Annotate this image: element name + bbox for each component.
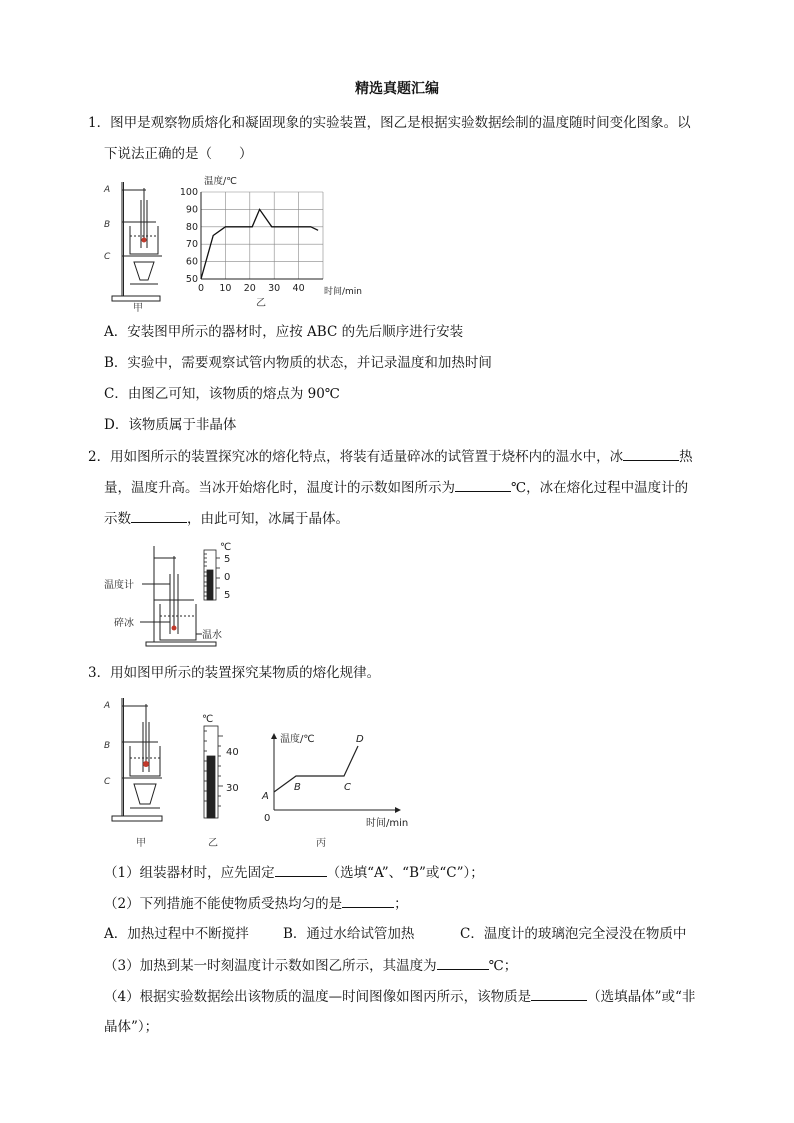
q3-part4-cont: 晶体”）； xyxy=(104,1019,159,1035)
q3-part4-end: （选填晶体”或“非 xyxy=(587,989,696,1005)
q3-graph-point-b: B xyxy=(294,782,301,793)
q3-fig-label-bing: 丙 xyxy=(316,838,326,849)
chart-x-tick-label: 40 xyxy=(292,283,305,294)
q3-part4-text: （4）根据实验数据绘出该物质的温度—时间图像如图丙所示，该物质是 xyxy=(104,989,532,1005)
q2-line3-text: 示数 xyxy=(104,511,131,527)
q3-part2-option-a[interactable]: A．加热过程中不断搅拌 xyxy=(104,926,249,942)
q3-graph-point-c: C xyxy=(344,782,351,793)
q3-part1 xyxy=(104,862,484,883)
q1-label-jia: 甲 xyxy=(133,303,143,314)
q3-blank-1[interactable] xyxy=(275,862,327,877)
q1-label-c: C xyxy=(104,252,111,262)
q2-line1 xyxy=(88,446,693,467)
q2-label-water: 温水 xyxy=(202,630,222,641)
chart-x-tick-label: 20 xyxy=(243,283,256,294)
q1-option-b[interactable]: B．实验中，需要观察试管内物质的状态，并记录温度和加热时间 xyxy=(104,355,492,371)
q3-graph-point-d: D xyxy=(356,734,364,745)
q3-part3 xyxy=(104,955,517,976)
q1-option-a[interactable]: A．安装图甲所示的器材时，应按 ABC 的先后顺序进行安装 xyxy=(104,324,464,340)
q3-thermo-tick-40: 40 xyxy=(226,747,239,758)
chart-y-tick-label: 90 xyxy=(185,204,198,216)
chart-x-tick-label: 10 xyxy=(219,283,232,294)
q3-part1-text: （1）组装器材时，应先固定 xyxy=(104,865,275,881)
q3-part2-option-c[interactable]: C．温度计的玻璃泡完全浸没在物质中 xyxy=(460,926,687,942)
q3-thermometer-figure xyxy=(196,712,256,852)
q3-part3-end: ℃； xyxy=(488,958,518,974)
q3-label-a: A xyxy=(104,701,111,711)
q3-graph-y-label: 温度/℃ xyxy=(280,734,315,745)
q2-scale-tick-1: 5 xyxy=(224,554,231,565)
q3-thermo-unit: ℃ xyxy=(202,714,214,725)
q3-part3-text: （3）加热到某一时刻温度计示数如图乙所示，其温度为 xyxy=(104,958,437,974)
q2-blank-3[interactable] xyxy=(131,508,187,523)
q3-blank-4[interactable] xyxy=(531,986,587,1001)
q3-label-b: B xyxy=(104,741,111,751)
q2-line2-end: ℃，冰在熔化过程中温度计的 xyxy=(511,480,689,496)
q2-blank-1[interactable] xyxy=(623,446,679,461)
q3-part2-end: ； xyxy=(394,896,408,912)
q1-stem-line1: 1．图甲是观察物质熔化和凝固现象的实验装置，图乙是根据实验数据绘制的温度随时间变化图象。以 xyxy=(88,115,691,131)
q3-part2 xyxy=(104,893,408,914)
q3-part1-end: （选填“A”、“B”或“C”）； xyxy=(326,865,484,881)
chart-x-tick-label: 0 xyxy=(197,283,205,294)
page-title: 精选真题汇编 xyxy=(355,81,439,97)
q2-line3 xyxy=(104,508,349,529)
q3-part2-option-b[interactable]: B．通过水给试管加热 xyxy=(283,926,415,942)
q3-temperature-graph xyxy=(258,728,428,852)
bulb-icon xyxy=(143,761,149,767)
q3-apparatus-figure xyxy=(100,692,172,852)
q2-scale-unit: ℃ xyxy=(220,542,232,553)
q2-line1-text: 2．用如图所示的装置探究冰的熔化特点，将装有适量碎冰的试管置于烧杯内的温水中，冰 xyxy=(88,449,624,465)
q3-fig-label-jia: 甲 xyxy=(136,838,146,849)
chart-y-tick-label: 70 xyxy=(185,239,198,251)
q2-label-thermometer: 温度计 xyxy=(104,580,134,591)
chart-y-tick-label: 80 xyxy=(185,221,198,233)
q3-stem: 3．用如图甲所示的装置探究某物质的熔化规律。 xyxy=(88,665,381,681)
q3-blank-2[interactable] xyxy=(342,893,394,908)
temperature-time-chart xyxy=(178,172,378,310)
q3-thermo-tick-30: 30 xyxy=(226,783,239,794)
q1-label-a: A xyxy=(104,185,111,195)
q3-graph-point-a: A xyxy=(262,791,269,802)
q3-graph-origin: 0 xyxy=(264,813,271,824)
chart-label-yi: 乙 xyxy=(256,298,266,309)
q3-fig-label-yi: 乙 xyxy=(208,838,218,849)
bulb-icon xyxy=(142,238,147,243)
q1-label-b: B xyxy=(104,220,111,230)
q2-blank-2[interactable] xyxy=(455,477,511,492)
q1-option-d[interactable]: D．该物质属于非晶体 xyxy=(104,417,237,433)
q2-label-ice: 碎冰 xyxy=(114,618,134,629)
chart-y-tick-label: 100 xyxy=(179,187,198,198)
q1-option-c[interactable]: C．由图乙可知，该物质的熔点为 90℃ xyxy=(104,386,340,402)
q2-scale-tick-2: 0 xyxy=(224,572,231,583)
q3-blank-3[interactable] xyxy=(437,955,489,970)
q3-part4 xyxy=(104,986,695,1007)
bulb-icon xyxy=(172,626,177,631)
q1-stem-line2: 下说法正确的是（ ） xyxy=(104,146,253,162)
chart-y-label: 温度/℃ xyxy=(204,176,237,187)
q2-line2 xyxy=(104,477,688,498)
q2-line3-end: ，由此可知，冰属于晶体。 xyxy=(187,511,349,527)
chart-y-tick-label: 50 xyxy=(185,274,198,285)
chart-x-label: 时间/min xyxy=(324,287,363,297)
chart-x-tick-label: 30 xyxy=(268,283,281,294)
q3-part2-text: （2）下列措施不能使物质受热均匀的是 xyxy=(104,896,343,912)
q2-apparatus-figure xyxy=(104,538,254,650)
q3-graph-x-label: 时间/min xyxy=(366,818,409,829)
q2-line1-end: 热 xyxy=(679,449,693,465)
q3-label-c: C xyxy=(104,777,111,787)
q2-line2-text: 量，温度升高。当冰开始熔化时，温度计的示数如图所示为 xyxy=(104,480,455,496)
chart-y-tick-label: 60 xyxy=(185,256,198,268)
q2-scale-tick-3: 5 xyxy=(224,590,231,601)
q1-apparatus-figure xyxy=(100,178,172,314)
